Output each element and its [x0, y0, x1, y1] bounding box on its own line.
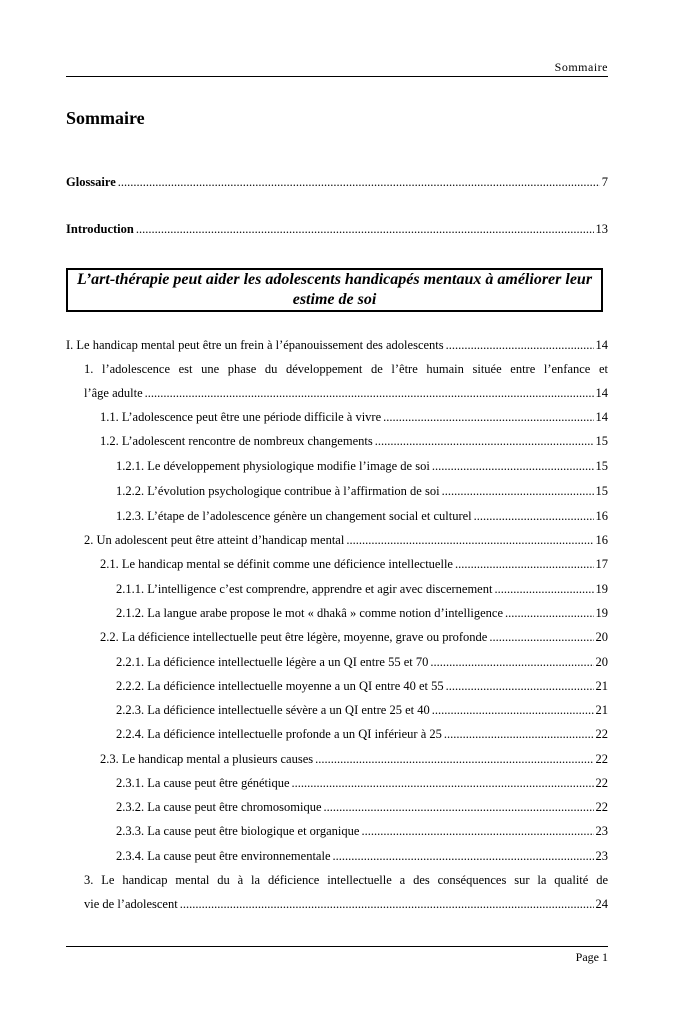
toc-label: 2.1.1. L’intelligence c’est comprendre, apprendre et agir avec discernement — [116, 582, 493, 596]
toc-entry-glossaire[interactable] — [66, 175, 608, 190]
toc-entry[interactable] — [116, 655, 608, 670]
toc-page: 21 — [595, 679, 608, 693]
dot-leader — [432, 703, 594, 718]
toc-page: 14 — [595, 410, 608, 424]
dot-leader — [145, 386, 594, 401]
toc-page: 22 — [595, 727, 608, 741]
toc-entry[interactable] — [116, 484, 608, 499]
toc-entry[interactable] — [116, 459, 608, 474]
dot-leader — [430, 655, 593, 670]
toc-label: 2.2.3. La déficience intellectuelle sévère a un QI entre 25 et 40 — [116, 703, 430, 717]
toc-label: 2.1. Le handicap mental se définit comme une déficience intellectuelle — [100, 557, 453, 571]
toc-label: l’âge adulte — [84, 386, 143, 400]
toc-label: 2.2.1. La déficience intellectuelle légère a un QI entre 55 et 70 — [116, 655, 429, 669]
toc-entry[interactable] — [116, 679, 608, 694]
dot-leader — [383, 410, 593, 425]
toc-page: 16 — [595, 509, 608, 523]
toc-label: 1.2.1. Le développement physiologique modifie l’image de soi — [116, 459, 430, 473]
part-title-box: L’art-thérapie peut aider les adolescents handicapés mentaux à améliorer leur estime de soi — [66, 268, 603, 312]
dot-leader — [375, 434, 594, 449]
dot-leader — [489, 630, 593, 645]
toc-entry[interactable] — [84, 897, 608, 912]
toc-label-line1[interactable]: 1. l’adolescence est une phase du développement de l’être humain située entre l’enfance et — [84, 362, 608, 376]
page-title: Sommaire — [66, 108, 145, 128]
toc-label: 2.3. Le handicap mental a plusieurs causes — [100, 752, 314, 766]
toc-page: 22 — [595, 752, 608, 766]
dot-leader — [444, 727, 594, 742]
toc-page: 19 — [595, 582, 608, 596]
toc-entry[interactable] — [100, 410, 608, 425]
toc-page: 17 — [595, 557, 608, 571]
footer-rule — [66, 946, 608, 947]
toc-label: 1.2. L’adolescent rencontre de nombreux changements — [100, 434, 373, 448]
toc-entry[interactable] — [116, 776, 608, 791]
toc-label: Glossaire — [66, 175, 116, 189]
dot-leader — [455, 557, 594, 572]
toc-entry[interactable] — [116, 509, 608, 524]
toc-page: 14 — [595, 386, 608, 400]
toc-entry[interactable] — [116, 800, 608, 815]
toc-label: Introduction — [66, 222, 134, 236]
toc-entry[interactable] — [84, 533, 608, 548]
toc-entry[interactable] — [116, 703, 608, 718]
dot-leader — [315, 752, 593, 767]
toc-label: 2.1.2. La langue arabe propose le mot « dhakâ » comme notion d’intelligence — [116, 606, 504, 620]
toc-entry[interactable] — [100, 630, 608, 645]
toc-label: 1.2.2. L’évolution psychologique contribue à l’affirmation de soi — [116, 484, 440, 498]
dot-leader — [446, 679, 594, 694]
toc-entry[interactable] — [116, 824, 608, 839]
toc-entry[interactable] — [100, 752, 608, 767]
toc-page: 15 — [595, 459, 608, 473]
dot-leader — [474, 509, 594, 524]
dot-leader — [505, 606, 593, 621]
toc-entry[interactable] — [116, 727, 608, 742]
toc-entry-introduction[interactable] — [66, 222, 608, 237]
toc-label: 1.2.3. L’étape de l’adolescence génère un changement social et culturel — [116, 509, 472, 523]
toc-page: 15 — [595, 484, 608, 498]
toc-label: 2. Un adolescent peut être atteint d’handicap mental — [84, 533, 345, 547]
dot-leader — [446, 338, 594, 353]
toc-entry[interactable] — [84, 386, 608, 401]
toc-label: 2.3.1. La cause peut être génétique — [116, 776, 290, 790]
dot-leader — [361, 824, 593, 839]
toc-label: 2.3.2. La cause peut être chromosomique — [116, 800, 322, 814]
toc-label: I. Le handicap mental peut être un frein à l’épanouissement des adolescents — [66, 338, 444, 352]
toc-page: 24 — [595, 897, 608, 911]
toc-page: 20 — [595, 630, 608, 644]
toc-label: 1.1. L’adolescence peut être une période difficile à vivre — [100, 410, 382, 424]
toc-entry[interactable] — [100, 557, 608, 572]
dot-leader — [180, 897, 594, 912]
toc-page: 20 — [595, 655, 608, 669]
toc-label: 2.2.2. La déficience intellectuelle moyenne a un QI entre 40 et 55 — [116, 679, 444, 693]
dot-leader — [118, 175, 600, 190]
toc-label: 2.2. La déficience intellectuelle peut être légère, moyenne, grave ou profonde — [100, 630, 488, 644]
dot-leader — [432, 459, 594, 474]
toc-entry[interactable] — [116, 849, 608, 864]
dot-leader — [494, 582, 593, 597]
toc-label: 2.3.4. La cause peut être environnementale — [116, 849, 331, 863]
toc-page: 22 — [595, 800, 608, 814]
toc-page: 13 — [595, 222, 608, 236]
toc-label: 2.2.4. La déficience intellectuelle profonde a un QI inférieur à 25 — [116, 727, 442, 741]
toc-page: 14 — [595, 338, 608, 352]
toc-entry[interactable] — [100, 434, 608, 449]
dot-leader — [136, 222, 594, 237]
toc-page: 23 — [595, 849, 608, 863]
page-number: Page 1 — [575, 950, 608, 964]
toc-label-line1[interactable]: 3. Le handicap mental du à la déficience intellectuelle a des conséquences sur la qualité de — [84, 873, 608, 887]
toc-label: 2.3.3. La cause peut être biologique et organique — [116, 824, 360, 838]
running-header: Sommaire — [554, 60, 608, 74]
toc-page: 21 — [595, 703, 608, 717]
toc-page: 19 — [595, 606, 608, 620]
dot-leader — [324, 800, 594, 815]
toc-label: vie de l’adolescent — [84, 897, 178, 911]
header-rule — [66, 76, 608, 77]
toc-entry[interactable] — [116, 606, 608, 621]
toc-page: 7 — [601, 175, 608, 189]
dot-leader — [346, 533, 593, 548]
toc-page: 16 — [595, 533, 608, 547]
toc-entry[interactable] — [66, 338, 608, 353]
toc-page: 22 — [595, 776, 608, 790]
dot-leader — [442, 484, 594, 499]
dot-leader — [292, 776, 594, 791]
toc-page: 15 — [595, 434, 608, 448]
toc-page: 23 — [595, 824, 608, 838]
toc-entry[interactable] — [116, 582, 608, 597]
dot-leader — [333, 849, 594, 864]
